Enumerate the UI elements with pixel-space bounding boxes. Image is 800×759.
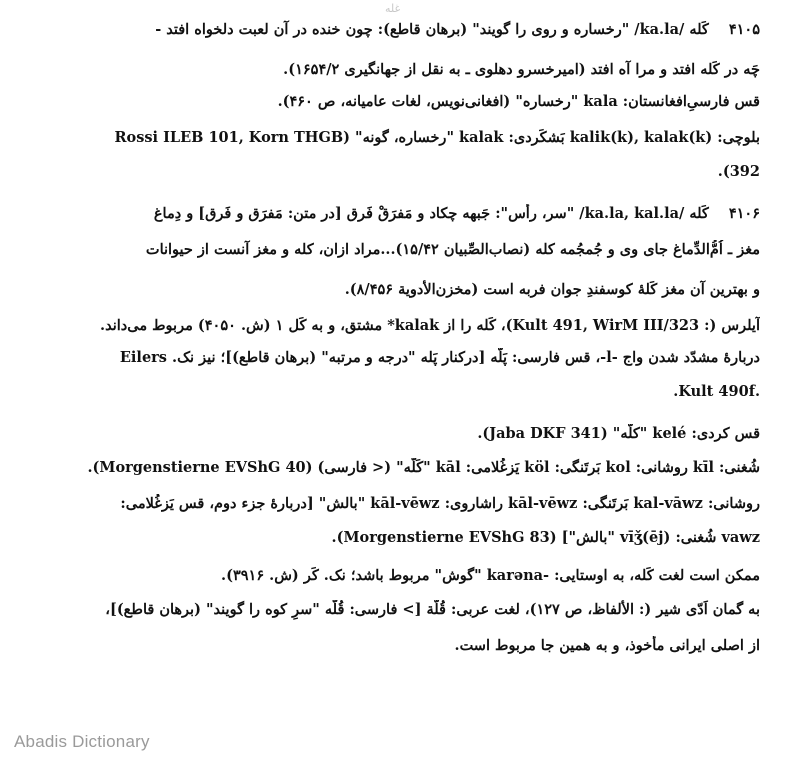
- entry-4105-line-1: [30, 20, 760, 40]
- entry-number: ۴۱۰۵: [728, 21, 760, 38]
- entry-text: کَله /ka.la/ "رخساره و روی را گویند" (برهان قاطع): چون خنده در آن لعبت دلخواه افتد -: [155, 21, 709, 38]
- site-watermark: Abadis Dictionary: [14, 732, 150, 751]
- paragraph-line-1: قس کردی: kelé "کلّه" (Jaba DKF 341).: [477, 425, 760, 442]
- entry-4106-line-4: آیلرس (: Kult 491, WirM III/323)، کَله را از kalak* مشتق، و به کَل ۱ (ش. ۴۰۵۰) مربوط می‌داند.: [100, 317, 760, 334]
- entry-4106-line-6: .Kult 490f.: [673, 383, 760, 400]
- paragraph-line-5: ممکن است لغت کَله، به اوستایی: -karəna "گوش" مربوط باشد؛ نک. کَر (ش. ۳۹۱۶).: [221, 567, 760, 584]
- entry-number: ۴۱۰۶: [728, 205, 760, 222]
- entry-4105-line-4: بلوچی: kalik(k), kalak(k) بَشکَردی: kalak "رخساره، گونه" (Rossi ILEB 101, Korn THGB: [114, 129, 760, 146]
- entry-4106-line-5: دربارهٔ مشدّد شدن واج -l-، قس فارسی: پَلّه [درکنار پَله "درجه و مرتبه" (برهان قاطع)]؛ نیز نک. Eilers: [119, 349, 760, 366]
- entry-4105-line-3: قس فارسیِ‌افغانستان: kala "رخساره" (افغانی‌نویس، لغات عامیانه، ص ۴۶۰).: [277, 93, 760, 110]
- entry-4106-line-2: مغز ـ اُمُّ‌الدِّماغ جای وی و جُمجُمه کله (نصاب‌الصِّبیان ۱۵/۴۲)...مراد ازان، کله و مغز آنست از حیوانات: [145, 241, 760, 258]
- paragraph-line-2: شُغنی: kīl روشانی: kol بَرتَنگی: köl یَزغُلامی: kāl "کَلّه" (< فارسی) (Morgenstierne EVShG 40).: [87, 459, 760, 476]
- entry-4105-line-2: چَه در کَله افتد و مرا آه افتد (امیرخسرو دهلوی ـ به نقل از جهانگیری ۱۶۵۴/۲).: [283, 61, 760, 78]
- paragraph-line-7: از اصلی ایرانی مأخوذ، و به همین جا مربوط است.: [454, 637, 760, 654]
- entry-4106-line-3: و بهترین آن مغز کَلهٔ کوسفندِ جوان فربه است (مخزن‌الأدویة ۸/۴۵۶).: [344, 281, 760, 298]
- entry-text: کَله /ka.la, kal.la/ "سر، رأس": جَبهه چکاد و مَفرَقْ فَرق [در متن: مَفرَق و فَرق] و دِماغ: [153, 205, 709, 222]
- entry-4106-line-1: [30, 204, 760, 224]
- paragraph-line-4: vawz شُغنی: vīǯ(ēj) "بالش"] (Morgenstierne EVShG 83).: [331, 529, 760, 546]
- paragraph-line-6: به گمان اَدّی شیر (: الألفاظ، ص ۱۲۷)، لغت عربی: قُلَّة [> فارسی: قُلّه "سرِ کوه را گویند" (برهان قاطع)]،: [105, 601, 760, 618]
- top-watermark: غله: [385, 2, 401, 15]
- paragraph-line-3: روشانی: kal-vāwz بَرتَنگی: kāl-vēwz راشاروی: kāl-vēwz "بالش" [دربارهٔ جزء دوم، قس یَزغُلامی:: [120, 495, 760, 512]
- entry-4105-line-5: 392).: [717, 163, 760, 180]
